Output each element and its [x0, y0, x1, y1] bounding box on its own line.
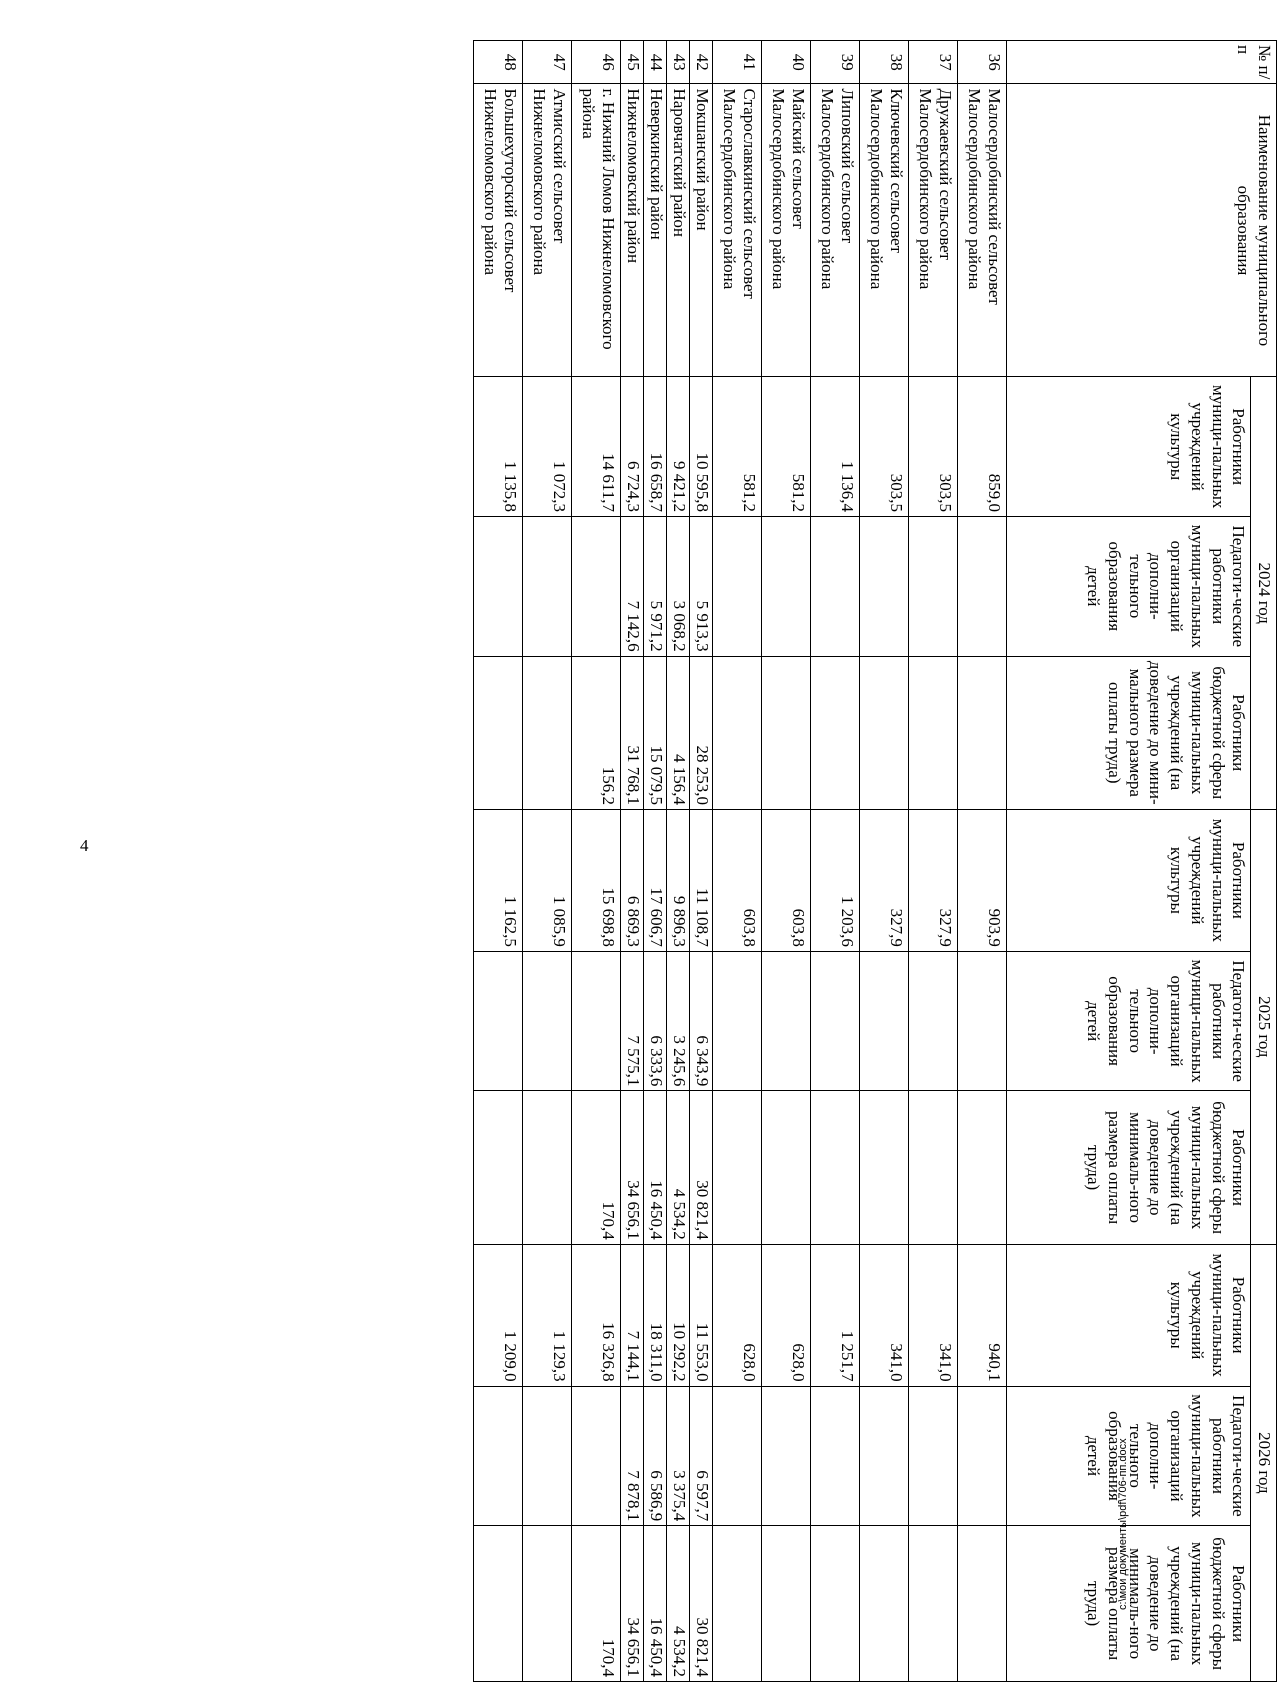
page-number: 4 [80, 836, 89, 855]
value-cell: 1 072,3 [523, 377, 572, 517]
value-cell: 303,5 [909, 377, 958, 517]
table-row [523, 41, 572, 1682]
value-cell [811, 1091, 860, 1244]
value-cell: 30 821,4 [690, 1526, 713, 1682]
value-cell: 6 586,9 [644, 1386, 667, 1526]
table-row [909, 41, 958, 1682]
value-cell: 7 575,1 [621, 951, 644, 1091]
value-cell: 3 245,6 [667, 951, 690, 1091]
value-cell: 28 253,0 [690, 656, 713, 809]
table-row [958, 41, 1007, 1682]
value-cell [811, 1386, 860, 1526]
table-row [762, 41, 811, 1682]
municipality-name: Ключевский сельсовет Малосердобинского района [860, 84, 909, 377]
value-cell [523, 656, 572, 809]
value-cell [958, 1091, 1007, 1244]
value-cell: 7 878,1 [621, 1386, 644, 1526]
value-cell: 15 079,5 [644, 656, 667, 809]
value-cell: 6 343,9 [690, 951, 713, 1091]
value-cell: 3 068,2 [667, 517, 690, 657]
header-col: Работники бюджетной сферы муници-пальных учреждений (на доведение до минималь-ного размера оплаты труда) [1007, 1091, 1251, 1244]
value-cell: 30 821,4 [690, 1091, 713, 1244]
table-row [811, 41, 860, 1682]
value-cell [860, 656, 909, 809]
value-cell [762, 517, 811, 657]
value-cell: 6 333,6 [644, 951, 667, 1091]
value-cell: 628,0 [713, 1244, 762, 1386]
value-cell: 15 698,8 [572, 809, 621, 951]
municipality-name: Наровчатский район [667, 84, 690, 377]
value-cell [713, 1386, 762, 1526]
header-col: Педагоги-ческие работники муници-пальных организаций дополни-тельного образования детей [1007, 951, 1251, 1091]
row-number: 42 [690, 41, 713, 84]
value-cell: 1 203,6 [811, 809, 860, 951]
value-cell: 603,8 [713, 809, 762, 951]
value-cell [713, 951, 762, 1091]
header-col: Работники бюджетной сферы муници-пальных учреждений (на доведение до мини-мального размера оплаты труда) [1007, 656, 1251, 809]
value-cell: 4 156,4 [667, 656, 690, 809]
value-cell: 341,0 [860, 1244, 909, 1386]
value-cell [474, 951, 523, 1091]
header-name: Наименование муниципального образования [1007, 84, 1277, 377]
value-cell [762, 656, 811, 809]
value-cell: 1 135,8 [474, 377, 523, 517]
header-col: Работники муници-пальных учреждений культуры [1007, 1244, 1251, 1386]
value-cell [958, 1386, 1007, 1526]
row-number: 36 [958, 41, 1007, 84]
value-cell: 5 913,3 [690, 517, 713, 657]
value-cell: 10 292,2 [667, 1244, 690, 1386]
budget-table [473, 40, 1277, 1682]
value-cell: 34 656,1 [621, 1091, 644, 1244]
value-cell [762, 951, 811, 1091]
value-cell [523, 951, 572, 1091]
header-col: Работники муници-пальных учреждений культуры [1007, 809, 1251, 951]
header-year-2026: 2026 год [1251, 1244, 1277, 1681]
value-cell [811, 656, 860, 809]
value-cell: 18 311,0 [644, 1244, 667, 1386]
value-cell: 9 896,3 [667, 809, 690, 951]
value-cell [523, 517, 572, 657]
value-cell: 16 450,4 [644, 1526, 667, 1682]
value-cell: 9 421,2 [667, 377, 690, 517]
row-number: 43 [667, 41, 690, 84]
table-row [621, 41, 644, 1682]
row-number: 40 [762, 41, 811, 84]
value-cell [860, 951, 909, 1091]
row-number: 39 [811, 41, 860, 84]
value-cell [811, 517, 860, 657]
value-cell [713, 1526, 762, 1682]
value-cell [958, 656, 1007, 809]
header-no: № п/п [1007, 41, 1277, 84]
value-cell: 581,2 [713, 377, 762, 517]
table-row [644, 41, 667, 1682]
value-cell [860, 1386, 909, 1526]
footer-file-path: c:\мои документы\pdf\706-пп.docx [1117, 1438, 1129, 1610]
value-cell [523, 1526, 572, 1682]
municipality-name: Старославкинский сельсовет Малосердобинского района [713, 84, 762, 377]
row-number: 44 [644, 41, 667, 84]
value-cell: 170,4 [572, 1526, 621, 1682]
value-cell: 10 595,8 [690, 377, 713, 517]
municipality-name: Атмисский сельсовет Нижнеломовского района [523, 84, 572, 377]
value-cell [811, 1526, 860, 1682]
value-cell: 1 136,4 [811, 377, 860, 517]
value-cell: 4 534,2 [667, 1526, 690, 1682]
row-number: 47 [523, 41, 572, 84]
value-cell: 1 251,7 [811, 1244, 860, 1386]
value-cell [474, 1526, 523, 1682]
municipality-name: Мокшанский район [690, 84, 713, 377]
value-cell [523, 1091, 572, 1244]
value-cell [713, 656, 762, 809]
row-number: 38 [860, 41, 909, 84]
table-row [690, 41, 713, 1682]
municipality-name: Майский сельсовет Малосердобинского района [762, 84, 811, 377]
value-cell [572, 951, 621, 1091]
value-cell [860, 1091, 909, 1244]
value-cell [909, 1526, 958, 1682]
value-cell: 6 597,7 [690, 1386, 713, 1526]
value-cell: 6 869,3 [621, 809, 644, 951]
header-col: Работники бюджетной сферы муници-пальных учреждений (на доведение до минималь-ного размера оплаты труда) [1007, 1526, 1251, 1682]
value-cell [909, 951, 958, 1091]
value-cell [958, 951, 1007, 1091]
municipality-name: Неверкинский район [644, 84, 667, 377]
header-col: Педагоги-ческие работники муници-пальных организаций дополни-тельного образования детей [1007, 1386, 1251, 1526]
value-cell [713, 517, 762, 657]
value-cell: 16 658,7 [644, 377, 667, 517]
value-cell: 1 085,9 [523, 809, 572, 951]
header-year-2025: 2025 год [1251, 809, 1277, 1244]
value-cell: 6 724,3 [621, 377, 644, 517]
value-cell: 1 162,5 [474, 809, 523, 951]
value-cell [474, 656, 523, 809]
value-cell [909, 656, 958, 809]
value-cell: 1 129,3 [523, 1244, 572, 1386]
value-cell [713, 1091, 762, 1244]
value-cell: 17 606,7 [644, 809, 667, 951]
value-cell [811, 951, 860, 1091]
value-cell [762, 1091, 811, 1244]
value-cell [860, 517, 909, 657]
rotated-table-container [173, 40, 1277, 1682]
row-number: 37 [909, 41, 958, 84]
value-cell [474, 1386, 523, 1526]
value-cell: 156,2 [572, 656, 621, 809]
value-cell [572, 1386, 621, 1526]
row-number: 45 [621, 41, 644, 84]
value-cell: 7 142,6 [621, 517, 644, 657]
value-cell: 341,0 [909, 1244, 958, 1386]
value-cell: 14 611,7 [572, 377, 621, 517]
municipality-name: Нижнеломовский район [621, 84, 644, 377]
value-cell [474, 517, 523, 657]
value-cell: 11 108,7 [690, 809, 713, 951]
value-cell: 903,9 [958, 809, 1007, 951]
table-row [667, 41, 690, 1682]
value-cell [762, 1526, 811, 1682]
value-cell: 170,4 [572, 1091, 621, 1244]
value-cell [474, 1091, 523, 1244]
value-cell [523, 1386, 572, 1526]
value-cell: 16 326,8 [572, 1244, 621, 1386]
municipality-name: Дружаевский сельсовет Малосердобинского района [909, 84, 958, 377]
row-number: 41 [713, 41, 762, 84]
header-col: Работники муници-пальных учреждений культуры [1007, 377, 1251, 517]
value-cell: 327,9 [909, 809, 958, 951]
value-cell [762, 1386, 811, 1526]
value-cell: 603,8 [762, 809, 811, 951]
value-cell: 31 768,1 [621, 656, 644, 809]
value-cell [909, 1091, 958, 1244]
value-cell: 581,2 [762, 377, 811, 517]
value-cell [909, 1386, 958, 1526]
value-cell [860, 1526, 909, 1682]
value-cell: 5 971,2 [644, 517, 667, 657]
value-cell: 4 534,2 [667, 1091, 690, 1244]
value-cell: 327,9 [860, 809, 909, 951]
value-cell: 16 450,4 [644, 1091, 667, 1244]
municipality-name: г. Нижний Ломов Нижнеломовского района [572, 84, 621, 377]
row-number: 48 [474, 41, 523, 84]
value-cell [958, 517, 1007, 657]
value-cell: 859,0 [958, 377, 1007, 517]
municipality-name: Малосердобинский сельсовет Малосердобинского района [958, 84, 1007, 377]
value-cell: 34 656,1 [621, 1526, 644, 1682]
municipality-name: Липовский сельсовет Малосердобинского района [811, 84, 860, 377]
municipality-name: Большехуторский сельсовет Нижнеломовского района [474, 84, 523, 377]
header-col: Педагоги-ческие работники муници-пальных организаций дополни-тельного образования детей [1007, 517, 1251, 657]
value-cell: 1 209,0 [474, 1244, 523, 1386]
value-cell: 11 553,0 [690, 1244, 713, 1386]
value-cell: 3 375,4 [667, 1386, 690, 1526]
row-number: 46 [572, 41, 621, 84]
value-cell [958, 1526, 1007, 1682]
table-row [474, 41, 523, 1682]
value-cell [572, 517, 621, 657]
table-row [713, 41, 762, 1682]
table-row [860, 41, 909, 1682]
table-row [572, 41, 621, 1682]
value-cell: 628,0 [762, 1244, 811, 1386]
value-cell: 7 144,1 [621, 1244, 644, 1386]
value-cell: 303,5 [860, 377, 909, 517]
header-year-2024: 2024 год [1251, 377, 1277, 810]
value-cell: 940,1 [958, 1244, 1007, 1386]
value-cell [909, 517, 958, 657]
